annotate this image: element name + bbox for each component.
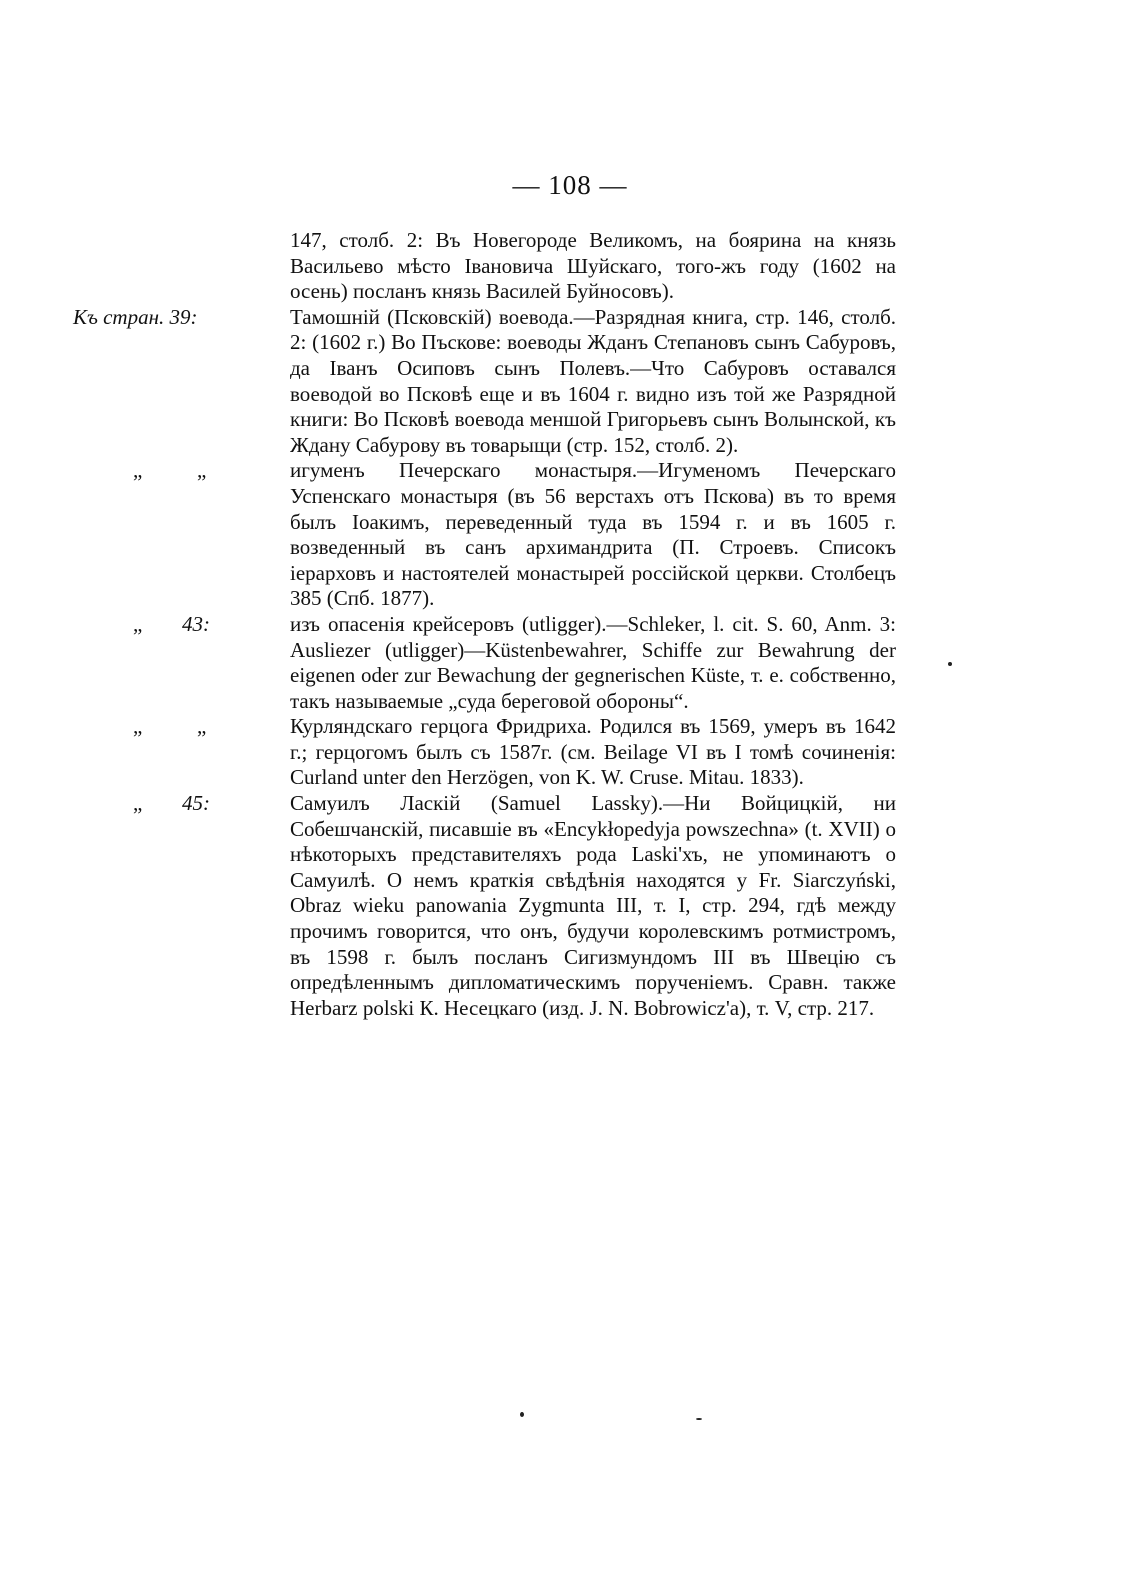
entry-page-45-lassky — [133, 791, 896, 1021]
ditto-mark: „ — [133, 458, 143, 483]
entry-page-39-voevoda — [73, 304, 896, 459]
entry-text: Самуилъ Ласкій (Samuel Lassky).—Ни Войцицкій, ни Собешчанскій, писавшіе въ «Encykłopedyja powszechna» (t. XVII) о нѣкоторыхъ представителяхъ рода Laski'хъ, не упоминаютъ о Самуилѣ. О немъ краткія свѣдѣнія находятся у Fr. Siarczyński, Obraz wieku panowania Zygmunta III, т. I, стр. 294, гдѣ между прочимъ говорится, что онъ, будучи королевскимъ ротмистромъ, въ 1598 г. былъ посланъ Сигизмундомъ III въ Швецію съ опредѣленнымъ дипломатическимъ порученіемъ. Сравн. также Herbarz polski К. Несецкаго (изд. J. N. Bobrowicz'a), т. V, стр. 217. — [290, 791, 896, 1020]
ditto-mark: „ — [197, 458, 207, 483]
entry-text: изъ опасенія крейсеровъ (utligger).—Schleker, l. cit. S. 60, Anm. 3: Ausliezer (utligger)—Küstenbewahrer, Schiffe zur Bewahrung der eigenen oder zur Bewachung der gegnerischen Küste, т. е. собственно, такъ называемые „суда береговой обороны“. — [290, 611, 896, 713]
entry-text: Курляндскаго герцога Фридриха. Родился въ 1569, умеръ въ 1642 г.; герцогомъ былъ съ 1587г. (см. Beilage VI въ I томѣ сочиненія: Curland unter den Herzögen, von K. W. Cruse. Mitau. 1833). — [290, 714, 896, 790]
page-number: — 108 — — [512, 170, 628, 200]
entry-page-43-kreisery — [133, 611, 896, 714]
entry-page-43-duke — [133, 714, 896, 791]
entry-text: игуменъ Печерскаго монастыря.—Игуменомъ Печерскаго Успенскаго монастыря (въ 56 верстахъ отъ Пскова) въ то время былъ Іоакимъ, переведенный туда въ 1594 г. и въ 1605 г. возведенный въ санъ архимандрита (П. Строевъ. Списокъ іерарховъ и настоятелей монастырей россійской церкви. Столбецъ 385 (Спб. 1877). — [290, 458, 896, 611]
ditto-mark: „ — [133, 714, 143, 739]
scan-speck — [520, 1412, 524, 1417]
entry-continuation — [290, 228, 896, 305]
ditto-mark: „ — [133, 791, 143, 816]
page-reference: 43: — [182, 611, 210, 636]
scan-speck — [696, 1418, 702, 1420]
entry-text: Тамошній (Псковскій) воевода.—Разрядная книга, стр. 146, столб. 2: (1602 г.) Во Пъскове: воеводы Жданъ Степановъ сынъ Сабуровъ, да Іванъ Осиповъ сынъ Полевъ.—Что Сабуровъ оставался воеводой во Псковѣ еще и въ 1604 г. видно изъ той же Разрядной книги: Во Псковѣ воевода меншой Григорьевъ сынъ Волынской, къ Ждану Сабурову въ товарыщи (стр. 152, столб. 2). — [290, 304, 896, 457]
ditto-mark: „ — [197, 714, 207, 739]
page-reference: Къ стран. 39: — [73, 304, 198, 329]
page-reference: 45: — [182, 791, 210, 816]
entry-page-39-igumen — [133, 458, 896, 612]
scan-speck — [948, 662, 952, 666]
ditto-mark: „ — [133, 611, 143, 636]
entry-text: 147, столб. 2: Въ Новегороде Великомъ, на боярина на князь Васильево мѣсто Івановича Шуйскаго, того-жъ году (1602 на осень) посланъ князь Василей Буйносовъ). — [290, 228, 896, 304]
footnote-commentary — [73, 228, 896, 1021]
